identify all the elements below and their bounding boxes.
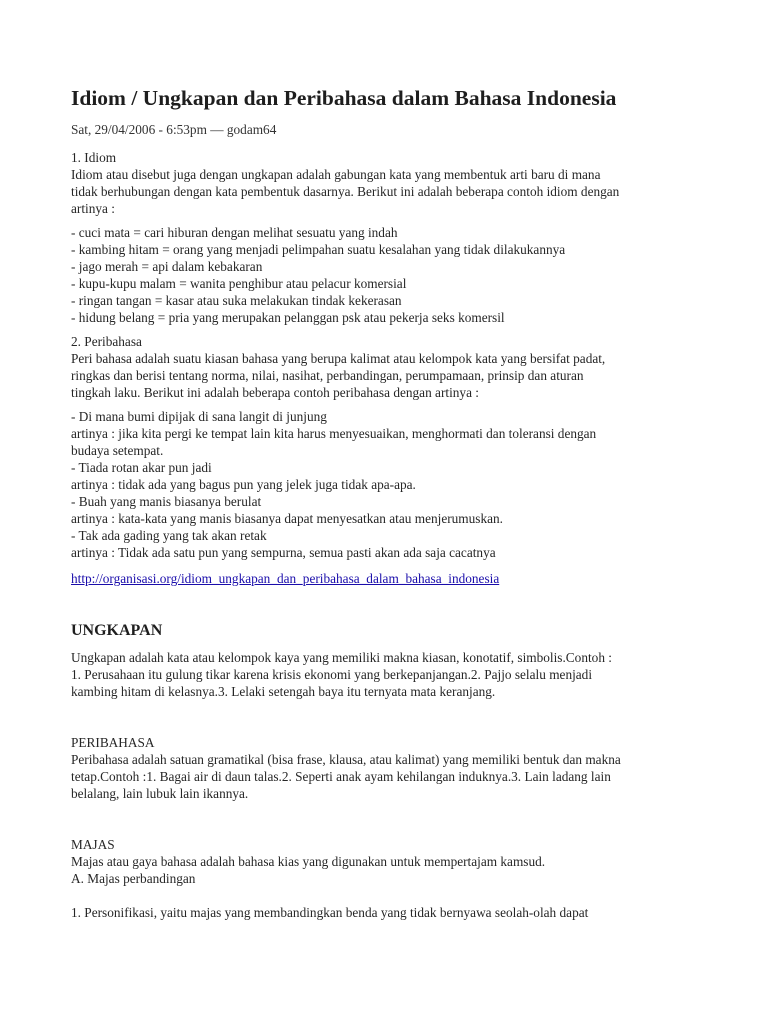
peribahasa-section xyxy=(71,333,708,401)
spacer xyxy=(71,887,708,904)
peribahasa-item: artinya : Tidak ada satu pun yang sempurna, semua pasti akan ada saja cacatnya xyxy=(71,545,496,560)
peribahasa2-heading: PERIBAHASA xyxy=(71,735,155,750)
peribahasa2-line: belalang, lain lubuk lain ikannya. xyxy=(71,786,249,801)
majas-section xyxy=(71,836,708,921)
idiom-intro-line: artinya : xyxy=(71,201,115,216)
ungkapan-line: 1. Perusahaan itu gulung tikar karena krisis ekonomi yang berkepanjangan.2. Pajjo selalu menjadi xyxy=(71,667,593,682)
idiom-section xyxy=(71,149,708,217)
idiom-item: - ringan tangan = kasar atau suka melakukan tindak kekerasan xyxy=(71,293,402,308)
idiom-item: - kupu-kupu malam = wanita penghibur atau pelacur komersial xyxy=(71,276,407,291)
ungkapan-heading: UNGKAPAN xyxy=(71,622,163,639)
peribahasa-item: artinya : jika kita pergi ke tempat lain kita harus menyesuaikan, menghormati dan toleransi dengan xyxy=(71,426,597,441)
peribahasa-item: - Tak ada gading yang tak akan retak xyxy=(71,528,267,543)
peribahasa-item: - Tiada rotan akar pun jadi xyxy=(71,460,212,475)
peribahasa-item: - Di mana bumi dipijak di sana langit di junjung xyxy=(71,409,327,424)
majas-line: A. Majas perbandingan xyxy=(71,871,196,886)
majas-line: 1. Personifikasi, yaitu majas yang membandingkan benda yang tidak bernyawa seolah-olah dapat xyxy=(71,905,589,920)
ungkapan-line: kambing hitam di kelasnya.3. Lelaki setengah baya itu ternyata mata keranjang. xyxy=(71,684,496,699)
peribahasa-item: artinya : tidak ada yang bagus pun yang jelek juga tidak apa-apa. xyxy=(71,477,416,492)
majas-heading: MAJAS xyxy=(71,837,115,852)
peribahasa2-line: Peribahasa adalah satuan gramatikal (bisa frase, klausa, atau kalimat) yang memiliki bentuk dan makna xyxy=(71,752,621,767)
idiom-heading: 1. Idiom xyxy=(71,150,117,165)
idiom-item: - kambing hitam = orang yang menjadi pelimpahan suatu kesalahan yang tidak dilakukannya xyxy=(71,242,566,257)
peribahasa-list xyxy=(71,408,708,561)
peribahasa-item: artinya : kata-kata yang manis biasanya dapat menyesatkan atau menjerumuskan. xyxy=(71,511,503,526)
peribahasa-intro-line: Peri bahasa adalah suatu kiasan bahasa yang berupa kalimat atau kelompok kata yang bersifat padat, xyxy=(71,351,606,366)
peribahasa-item: budaya setempat. xyxy=(71,443,164,458)
peribahasa-intro-line: ringkas dan berisi tentang norma, nilai, nasihat, perbandingan, perumpamaan, prinsip dan aturan xyxy=(71,368,584,383)
peribahasa-heading: 2. Peribahasa xyxy=(71,334,142,349)
peribahasa2-section xyxy=(71,734,708,802)
page-title: Idiom / Ungkapan dan Peribahasa dalam Bahasa Indonesia xyxy=(71,86,617,110)
idiom-intro-line: tidak berhubungan dengan kata pembentuk dasarnya. Berikut ini adalah beberapa contoh idiom dengan xyxy=(71,184,620,199)
source-link[interactable]: http://organisasi.org/idiom_ungkapan_dan_peribahasa_dalam_bahasa_indonesia xyxy=(71,571,500,586)
post-meta: Sat, 29/04/2006 - 6:53pm — godam64 xyxy=(71,122,277,137)
idiom-intro-line: Idiom atau disebut juga dengan ungkapan adalah gabungan kata yang membentuk arti baru di mana xyxy=(71,167,601,182)
idiom-item: - cuci mata = cari hiburan dengan melihat sesuatu yang indah xyxy=(71,225,398,240)
peribahasa-item: - Buah yang manis biasanya berulat xyxy=(71,494,262,509)
majas-line: Majas atau gaya bahasa adalah bahasa kias yang digunakan untuk mempertajam kamsud. xyxy=(71,854,546,869)
peribahasa2-line: tetap.Contoh :1. Bagai air di daun talas.2. Seperti anak ayam kehilangan induknya.3. Lain ladang lain xyxy=(71,769,611,784)
ungkapan-section xyxy=(71,649,708,700)
ungkapan-line: Ungkapan adalah kata atau kelompok kaya yang memiliki makna kiasan, konotatif, simbolis.Contoh : xyxy=(71,650,612,665)
peribahasa-intro-line: tingkah laku. Berikut ini adalah beberapa contoh peribahasa dengan artinya : xyxy=(71,385,479,400)
idiom-list xyxy=(71,224,708,326)
idiom-item: - hidung belang = pria yang merupakan pelanggan psk atau pekerja seks komersil xyxy=(71,310,505,325)
idiom-item: - jago merah = api dalam kebakaran xyxy=(71,259,263,274)
